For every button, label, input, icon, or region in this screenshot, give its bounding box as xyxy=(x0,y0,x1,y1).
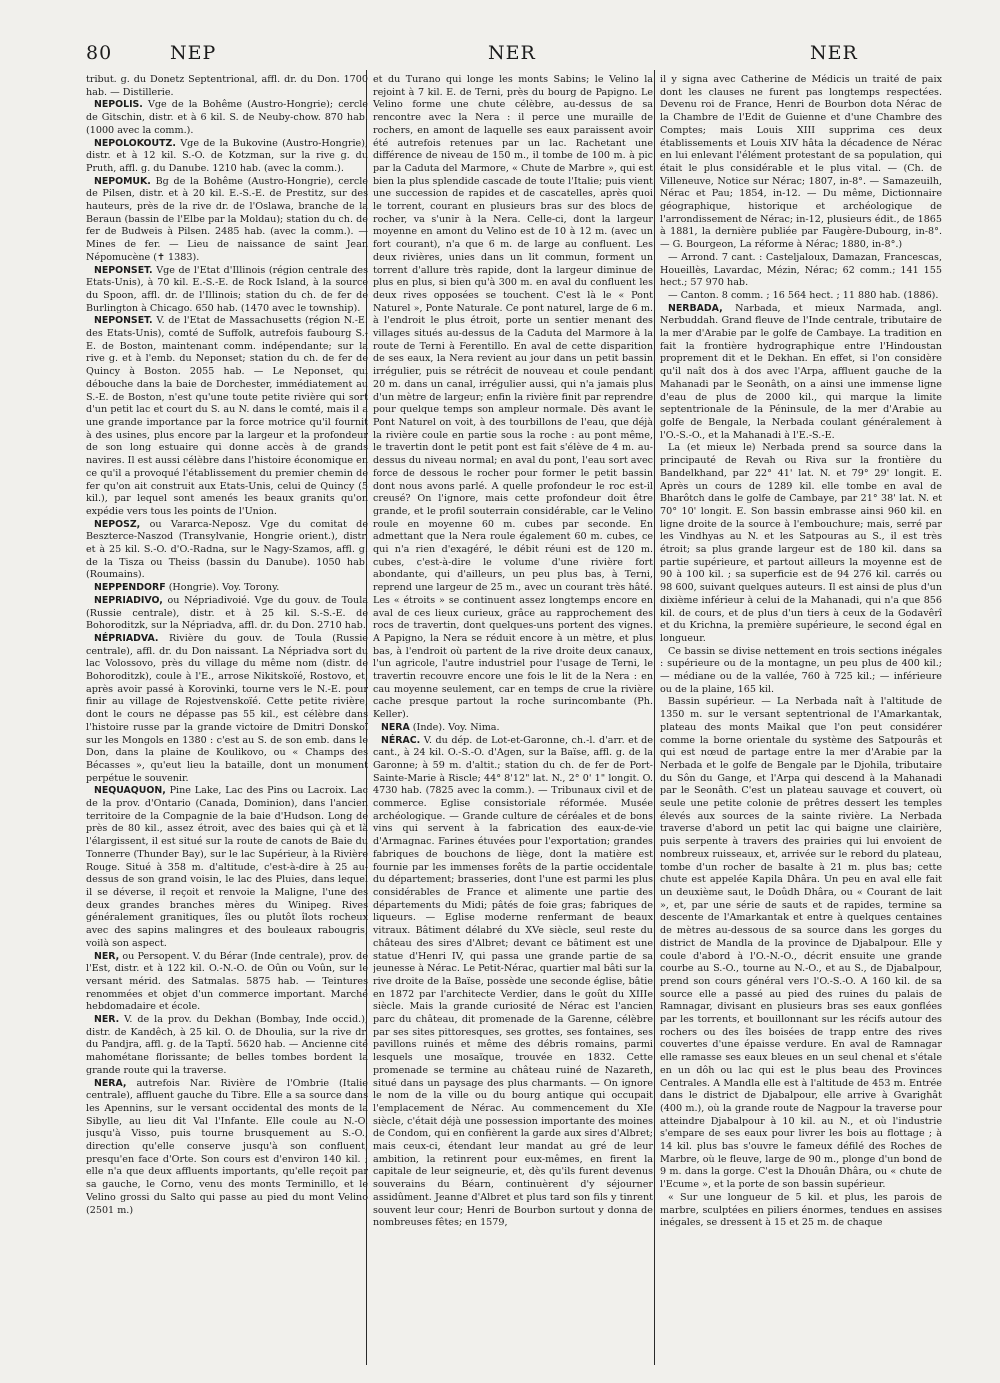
dictionary-entry xyxy=(86,633,368,785)
entry-headword: NEPONSET. xyxy=(94,315,153,327)
dictionary-entry xyxy=(86,595,368,633)
page-number: 80 xyxy=(86,42,113,64)
entry-text: V. du dép. de Lot-et-Garonne, ch.-l. d'arr. et de cant., à 24 kil. O.-S.-O. d'Agen, sur la Baïse, affl. g. de la Garonne; à 59 m. d'altit.; station du ch. de fer de Port-Sainte-Marie à Riscle; 44° 8'12" lat. N., 2° 0' 1" longit. O. 4730 hab. (7825 avec la comm.). — Tribunaux civil et de commerce. Eglise consistoriale réformée. Musée archéologique. — Grande culture de céréales et de bons vins qui servent à la fabrication des eaux-de-vie d'Armagnac. Farines étuvées pour l'exportation; grandes fabriques de bouchons de liège, dont la matière est fournie par les immenses forêts de la partie occidentale du département; brasseries, dont l'une est parmi les plus considérables de France et alimente une partie des départements du Midi; pâtés de foie gras; fabriques de liqueurs. — Eglise moderne renfermant de beaux vitraux. Bâtiment délabré du XVe siècle, seul reste du château des sires d'Albret; devant ce bâtiment est une statue d'Henri IV, qui passa une grande partie de sa jeunesse à Nérac. Le Petit-Nérac, quartier mal bâti sur la rive droite de la Baïse, possède une seconde église, bâtie en 1872 par l'architecte Verdier, dans le goût du XIIIe siècle. Mais la grande curiosité de Nérac est l'ancien parc du château, dit promenade de la Garenne, célèbre par ses sites pittoresques, ses grottes, ses fontaines, ses pavillons ruinés et même des débris romains, parmi lesquels une mosaïque, trouvée en 1832. Cette promenade se termine au château ruiné de Nazareth, situé dans un paysage des plus charmants. — On ignore le nom de la ville ou du bourg antique qui occupait l'emplacement de Nérac. Au commencement du XIe siècle, c'était déjà une possession importante des moines de Condom, qui en confièrent la garde aux sires d'Albret; mais ceux-ci, étendant leur mandat au gré de leur ambition, la retinrent pour eux-mêmes, en firent la capitale de leur seigneurie, et, dès qu'ils furent devenus souverains du Béarn, continuèrent d'y séjourner assidûment. Jeanne d'Albret et plus tard son fils y tinrent souvent leur cour; Henri de Bourbon surtout y donna de nombreuses fêtes; en 1579, xyxy=(373,734,653,1229)
dictionary-entry xyxy=(86,99,368,137)
entry-headword: NÉRAC. xyxy=(381,734,421,746)
dictionary-entry xyxy=(86,265,368,316)
dictionary-entry xyxy=(660,442,942,645)
dictionary-entry xyxy=(660,696,942,1191)
column-rule-right xyxy=(654,70,655,1365)
entry-headword: NERBADA, xyxy=(668,302,723,314)
entry-headword: NÉPRIADVA. xyxy=(94,632,159,644)
entry-text: « Sur une longueur de 5 kil. et plus, les parois de marbre, sculptées en piliers énormes, tendues en assises inégales, se dressent à 15 et 25 m. de chaque xyxy=(660,1191,942,1229)
running-head-center: NER xyxy=(488,42,536,64)
entry-text: Narbada, et mieux Narmada, angl. Nerbuddah. Grand fleuve de l'Inde centrale, tributaire de la mer d'Arabie par le golfe de Cambaye. La tradition en fait la frontière hydrographique entre l'Hindoustan proprement dit et le Dekhan. En effet, si l'on considère qu'il naît dos à dos avec l'Arpa, affluent gauche de la Mahanadi par le Seonâth, on a ainsi une immense ligne d'eau de plus de 2000 kil., qui marque la limite septentrionale de la Péninsule, de la mer d'Arabie au golfe de Bengale, la Nerbada coulant généralement à l'O.-S.-O., et la Mahanadi à l'E.-S.-E. xyxy=(660,302,942,441)
dictionary-entry xyxy=(660,252,942,290)
dictionary-entry xyxy=(660,74,942,252)
running-head-left: NEP xyxy=(170,42,217,64)
running-head-right: NER xyxy=(810,42,858,64)
entry-text: Ce bassin se divise nettement en trois sections inégales : supérieure ou de la montagne, un peu plus de 400 kil.; — médiane ou de la vallée, 760 à 725 kil.; — inférieure ou de la plaine, 165 kil. xyxy=(660,645,942,695)
column-3 xyxy=(660,74,942,1364)
entry-headword: NEPONSET. xyxy=(94,264,153,276)
dictionary-entry xyxy=(86,582,368,595)
entry-text: La (et mieux le) Nerbada prend sa source dans la principauté de Revah ou Riva sur la frontière du Bandelkhand, par 22° 41' lat. N. et 79° 29' longit. E. Après un cours de 1289 kil. elle tombe en aval de Bharôtch dans le golfe de Cambaye, par 21° 38' lat. N. et 70° 10' longit. E. Son bassin embrasse ainsi 960 kil. en ligne droite de la source à l'embouchure; mais, serré par les Vindhyas au N. et les Satpouras au S., il est très étroit; sa plus grande largeur est de 180 kil. dans sa partie supérieure, et partout ailleurs la moyenne est de 90 à 100 kil. ; sa superficie est de 94 276 kil. carrés ou 98 600, suivant quelques auteurs. Il est ainsi de plus d'un dixième inférieur à celui de la Mahanadi, qui n'a que 856 kil. de cours, et de plus d'un tiers à ceux de la Godavêrî et du Krichna, la première supérieure, le second égal en longueur. xyxy=(660,442,942,644)
entry-headword: NEPOLIS. xyxy=(94,99,143,111)
entry-text: Bassin supérieur. — La Nerbada naît à l'altitude de 1350 m. sur le versant septentrional de l'Amarkantak, plateau des monts Maikal que l'on peut considérer comme la borne orientale du système des Satpourâs et qui est nœud de partage entre la mer d'Arabie par la Nerbada et le golfe de Bengale par le Djohila, tributaire du Sôn du Gange, et l'Arpa qui descend à la Mahanadi par le Seonâth. C'est un plateau sauvage et couvert, où seule une petite colonie de prêtres dessert les temples élevés aux sources de la sainte rivière. La Nerbada traverse d'abord un petit lac qui baigne une clairière, puis serpente à travers des prairies qui lui envoient de nombreux ruisseaux, et, arrivée sur le rebord du plateau, tombe d'un rocher de basalte à 21 m. plus bas; cette chute est appelée Kapila Dhâra. Un peu en aval elle fait un deuxième saut, le Doûdh Dhâra, ou « Courant de lait », et, par une série de sauts et de rapides, termine sa descente de l'Amarkantak et entre à quelques centaines de mètres au-dessous de sa source dans les gorges du district de Mandla de la province de Djabalpour. Elle y coule d'abord à l'O.-N.-O., décrit ensuite une grande courbe au S.-O., tourne au N.-O., et au S., de Djabalpour, prend son cours général vers l'O.-S.-O. A 160 kil. de sa source elle a passé au pied des ruines du palais de Ramnagar, divisant en plusieurs bras ses eaux gonflées par les torrents, et bouillonnant sur les récifs autour des rochers ou des îles boisées de trapp entre des rives couvertes d'une épaisse verdure. En aval de Ramnagar elle ramasse ses eaux bleues en un seul chenal et s'étale en un dôh ou lac qui est le plus beau des Provinces Centrales. A Mandla elle est à l'altitude de 453 m. Entrée dans le district de Djabalpour, elle arrive à Gvarighât (400 m.), où la grande route de Nagpour la traverse pour atteindre Djabalpour à 10 kil. au N., et où l'industrie s'empare de ses eaux pour livrer les bois au flottage ; à 14 kil. plus bas s'ouvre le fameux défilé des Roches de Marbre, où le fleuve, large de 90 m., plonge d'un bond de 9 m. dans la gorge. C'est la Dhouân Dhâra, ou « chute de l'Ecume », et la porte de son bassin supérieur. xyxy=(660,696,942,1191)
entry-headword: NEPPENDORF xyxy=(94,582,166,594)
entry-headword: NEPOLOKOUTZ. xyxy=(94,137,176,149)
entry-text: ou Persopent. V. du Bérar (Inde centrale), prov. de l'Est, distr. et à 122 kil. O.-N.-O. de Oûn ou Voûn, sur le versant mérid. des Satmalas. 5875 hab. — Teintures renommées et objet d'un commerce important. Marché hebdomadaire et école. xyxy=(86,950,368,1013)
dictionary-entry xyxy=(660,1192,942,1230)
entry-text: il y signa avec Catherine de Médicis un traité de paix dont les clauses ne furent pas longtemps respectées. Devenu roi de France, Henri de Bourbon dota Nérac de la Chambre de l'Edit de Guienne et d'une Chambre des Comptes; mais Louis XIII supprima ces deux établissements et Louis XIV hâta la décadence de Nérac en lui enlevant l'élément protestant de sa population, qui était le plus considérable et le plus vital. — (Ch. de Villeneuve, Notice sur Nérac; 1807, in-8°. — Samazeuilh, Nérac et Pau; 1854, in-12. — Du même, Dictionnaire géographique, historique et archéologique de l'arrondissement de Nérac; in-12, plusieurs édit., de 1865 à 1881, la dernière publiée par Faugère-Dubourg, in-8°. — G. Bourgeon, La réforme à Nérac; 1880, in-8°.) xyxy=(660,74,942,251)
dictionary-entry xyxy=(86,176,368,265)
dictionary-entry xyxy=(86,138,368,176)
entry-text: (Inde). Voy. Nima. xyxy=(412,721,500,733)
entry-text: (Hongrie). Voy. Torony. xyxy=(168,582,280,594)
entry-text: et du Turano qui longe les monts Sabins; le Velino la rejoint à 7 kil. E. de Terni, près du bourg de Papigno. Le Velino forme une chute célèbre, au-dessus de sa rencontre avec la Nera : il perce une muraille de rochers, en amont de laquelle ses eaux paraissent avoir été autrefois retenues par un lac. Rachetant une différence de niveau de 150 m., il tombe de 100 m. à pic par la Caduta del Marmore, « Chute de Marbre », qui est bien la plus splendide cascade de toute l'Italie; puis vient une succession de rapides et de cascatelles, après quoi le torrent, courant en plusieurs bras sur des blocs de rocher, va s'unir à la Nera. Celle-ci, dont la largeur moyenne en amont du Velino est de 10 à 12 m. (avec un fort courant), n'a que 6 m. de large au confluent. Les deux rivières, unies dans un lit commun, forment un torrent d'allure très rapide, dont la largeur diminue de plus en plus, si bien qu'à 300 m. en aval du confluent les deux rives opposées se touchent. C'est là le « Pont Naturel », Ponte Naturale. Ce pont naturel, large de 6 m. à l'endroit le plus étroit, porte un sentier menant des villages situés au-dessus de la Caduta del Marmore à la route de Terni à Ferentillo. En aval de cette disparition de ses eaux, la Nera revient au jour dans un petit bassin irrégulier, puis se rétrécit de nouveau et coule pendant 20 m. dans un canal, irrégulier aussi, qui n'a jamais plus d'un mètre de largeur; enfin la rivière finit par reprendre pour quelque temps son ampleur normale. Dès avant le Pont Naturel on voit, à des tourbillons de l'eau, que déjà la rivière coule en partie sous la roche : au pont même, le travertin dont le petit pont est fait s'élève de 4 m. au-dessus du niveau normal; en aval du pont, l'eau sort avec force de dessous le rocher pour former le petit bassin dont nous avons parlé. A quelle profondeur le roc est-il creusé? On l'ignore, mais cette profondeur doit être grande, et le profil souterrain considérable, car le Velino roule en moyenne 60 m. cubes par seconde. En admettant que la Nera roule également 60 m. cubes, ce qui n'a rien d'exagéré, le débit réuni est de 120 m. cubes, c'est-à-dire le volume d'une rivière fort abondante, qui d'ailleurs, un peu plus bas, à Terni, reprend une largeur de 25 m., avec un courant très hâté. Les « étroits » se continuent assez longtemps encore en aval de ces lieux curieux, grâce au rapprochement des rocs de travertin, dont quelques-uns portent des vignes. A Papigno, la Nera se réduit encore à un mètre, et plus bas, à l'endroit où partent de la rive droite deux canaux, l'un agricole, l'autre industriel pour l'usage de Terni, le travertin recouvre encore une fois le lit de la Nera : en cau moyenne seulement, car en temps de crue la rivière cache presque partout la roche surincombante (Ph. Keller). xyxy=(373,74,653,721)
dictionary-entry xyxy=(660,290,942,303)
dictionary-entry xyxy=(86,315,368,518)
dictionary-entry xyxy=(660,646,942,697)
entry-text: ou Vararca-Neposz. Vge du comitat de Beszterce-Naszod (Transylvanie, Hongrie orient.), distr. et à 25 kil. S.-O. d'O.-Radna, sur le Nagy-Szamos, affl. g. de la Tisza ou Theiss (bassin du Danube). 1050 hab. (Roumains). xyxy=(86,518,368,581)
column-2 xyxy=(373,74,653,1364)
entry-text: Vge de la Bukovine (Austro-Hongrie), distr. et à 12 kil. S.-O. de Kotzman, sur la rive g. du Pruth, affl. g. du Danube. 1210 hab. (avec la comm.). xyxy=(86,137,368,174)
dictionary-entry xyxy=(86,1078,368,1218)
dictionary-entry xyxy=(373,74,653,722)
dictionary-entry xyxy=(373,735,653,1230)
entry-text: V. de l'Etat de Massachusetts (région N.-E. des Etats-Unis), comté de Suffolk, autrefois faubourg S.-E. de Boston, maintenant comm. indépendante; sur la rive g. et à l'emb. du Neponset; station du ch. de fer de Quincy à Boston. 2055 hab. — Le Neponset, qui débouche dans la baie de Dorchester, immédiatement au S.-E. de Boston, n'est qu'une toute petite rivière qui sort d'un petit lac et court du S. au N. dans le comté, mais il a une grande importance par la force motrice qu'il fournit à des usines, plus encore par la largeur et la profondeur de son long estuaire qui donne accès à de grands navires. Il est aussi célèbre dans l'histoire économique en ce qu'il a provoqué l'établissement du premier chemin de fer qu'on ait construit aux Etats-Unis, celui de Quincy (5 kil.), par lequel sont amenés les beaux granits qu'on expédie vers tous les points de l'Union. xyxy=(86,315,368,517)
dictionary-entry xyxy=(86,785,368,950)
dictionary-entry xyxy=(373,722,653,735)
dictionary-entry xyxy=(86,1014,368,1078)
entry-headword: NEQUAQUON, xyxy=(94,785,166,797)
entry-text: Pine Lake, Lac des Pins ou Lacroix. Lac de la prov. d'Ontario (Canada, Dominion), dans l'ancien territoire de la Compagnie de la baie d'Hudson. Long de près de 80 kil., assez étroit, avec des baies qui çà et là l'élargissent, il est situé sur la route de canots de Baie du Tonnerre (Thunder Bay), sur le lac Supérieur, à la Rivière Rouge. Situé à 358 m. d'altitude, c'est-à-dire à 25 au-dessus de son grand voisin, le lac des Pluies, dans lequel il se déverse, il reçoit et renvoie la Maligne, l'une des deux grandes branches mères du Winipeg. Rives généralement granitiques, îles ou plutôt îlots rocheux avec des sapins malingres et des bouleaux rabougris, voilà son aspect. xyxy=(86,785,368,949)
entry-headword: NEPOMUK. xyxy=(94,175,151,187)
entry-headword: NERA xyxy=(381,721,410,733)
entry-text: — Arrond. 7 cant. : Casteljaloux, Damazan, Francescas, Houeillès, Lavardac, Mézin, Nérac; 62 comm.; 141 155 hect.; 57 970 hab. xyxy=(660,251,942,289)
entry-headword: NER. xyxy=(94,1014,120,1026)
entry-headword: NER, xyxy=(94,950,120,962)
dictionary-entry xyxy=(86,74,368,99)
dictionary-entry xyxy=(660,303,942,443)
column-1 xyxy=(86,74,368,1364)
entry-text: tribut. g. du Donetz Septentrional, affl. dr. du Don. 1700 hab. — Distillerie. xyxy=(86,74,368,98)
dictionary-entry xyxy=(86,951,368,1015)
entry-text: Vge de la Bohême (Austro-Hongrie); cercle de Gitschin, distr. et à 6 kil. S. de Neuby-chow. 870 hab. (1000 avec la comm.). xyxy=(86,99,368,136)
entry-text: Rivière du gouv. de Toula (Russie centrale), affl. dr. du Don naissant. La Népriadva sort du lac Volossovo, près du village du même nom (distr. de Bohoroditzk), coule à l'E., arrose Nikitskoïé, Rostovo, et, après avoir passé à Korovinki, tourne vers le N.-E. pour finir au village de Rojestvenskoïé. Cette petite rivière, dont le cours ne dépasse pas 55 kil., est célèbre dans l'histoire russe par la grande victoire de Dmitri Donskoï sur les Mongols en 1380 : c'est au S. de son emb. dans le Don, dans la plaine de Koulikovo, ou « Champs des Bécasses », qu'eut lieu la bataille, dont un monument perpétue le souvenir. xyxy=(86,632,368,784)
entry-headword: NERA, xyxy=(94,1077,127,1089)
entry-headword: NEPOSZ, xyxy=(94,518,141,530)
entry-text: — Canton. 8 comm. ; 16 564 hect. ; 11 880 hab. (1886). xyxy=(668,289,939,301)
entry-headword: NEPRIADIVO, xyxy=(94,594,163,606)
entry-text: autrefois Nar. Rivière de l'Ombrie (Italie centrale), affluent gauche du Tibre. Elle a sa source dans les Apennins, sur le versant occidental des monts de la Sibylle, au lieu dit Val l'Infante. Elle coule au N.-O. jusqu'à Visso, puis tourne brusquement au S.-O., direction qu'elle conserve jusqu'à son confluent, presqu'en face d'Orte. Son cours est d'environ 140 kil. ; elle n'a que deux affluents importants, qu'elle reçoit par sa gauche, le Corno, venu des monts Terminillo, et le Velino grossi du Salto qui passe au pied du mont Velino (2501 m.) xyxy=(86,1077,368,1216)
entry-text: Vge de l'Etat d'Illinois (région centrale des Etats-Unis), à 70 kil. E.-S.-E. de Rock Island, à la source du Spoon, affl. dr. de l'Illinois; station du ch. de fer de Burlington à Chicago. 650 hab. (1470 avec le township). xyxy=(86,264,368,314)
entry-text: Bg de la Bohême (Austro-Hongrie), cercle de Pilsen, distr. et à 20 kil. E.-S.-E. de Prestitz, sur des hauteurs, près de la rive dr. de l'Oslawa, branche de la Beraun (bassin de l'Elbe par la Moldau); station du ch. de fer de Budweis à Pilsen. 2485 hab. (avec la comm.). — Mines de fer. — Lieu de naissance de saint Jean Népomucène (✝ 1383). xyxy=(86,175,368,263)
entry-text: V. de la prov. du Dekhan (Bombay, Inde occid.), distr. de Kandêch, à 25 kil. O. de Dhoulia, sur la rive dr. du Pandjra, affl. g. de la Taptî. 5620 hab. — Ancienne cité mahométane florissante; de belles tombes bordent la grande route qui la traverse. xyxy=(86,1014,368,1076)
entry-text: ou Népriadivoié. Vge du gouv. de Toula (Russie centrale), distr. et à 25 kil. S.-S.-E. de Bohoroditzk, sur la Népriadva, affl. dr. du Don. 2710 hab. xyxy=(86,594,368,632)
dictionary-entry xyxy=(86,519,368,583)
